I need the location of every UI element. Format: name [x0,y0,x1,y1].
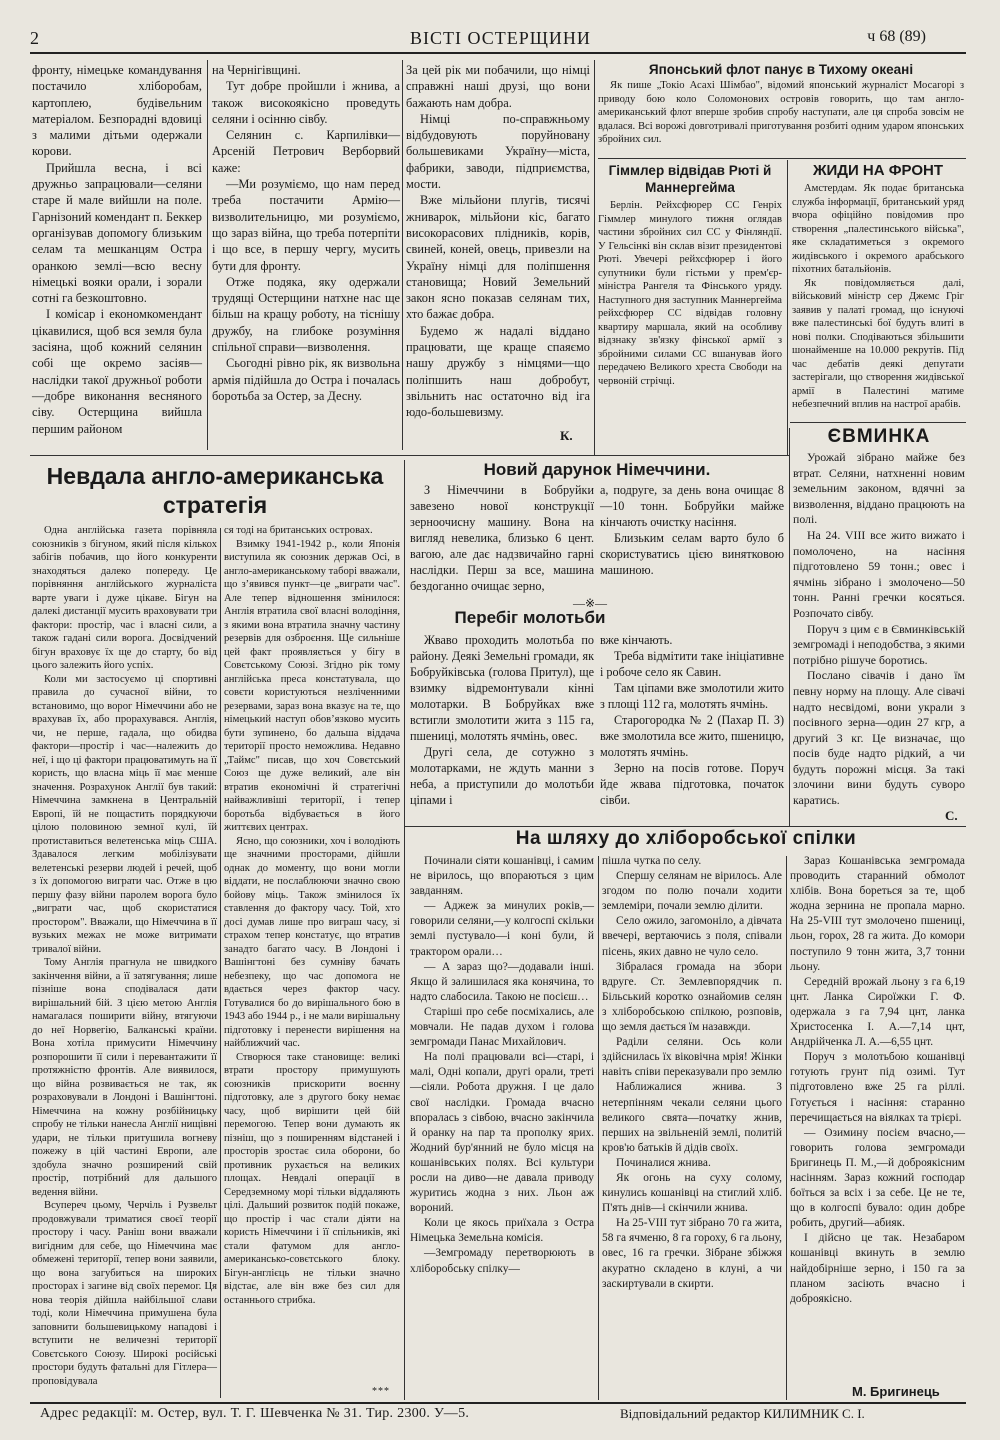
paragraph: Тому Англія прагнула не швидкого закінчення війни, а її затягування; лише пізніше вона сподівалася дати вирішальний бій. З цією метою Англія намагалася поширити війну, втягуючи до неї Норвегію, Балканські країни. Вона хотіла примусити Німеччину розпорошити її сили і перевантажити її протяжністю фронтів. Але виявилося, що війна розвивається не так, як розраховували в Лондоні і Вашінгтоні. Німеччина на кожну розбійницьку спробу не тільки нанесла Англії нищівні удари, не тільки притушила вогневу пожежу в цій частині Европи, але здобула значно розширений свій простір, потрібний для дальшого ведення війни. [32,957,217,1198]
paragraph: Селянин с. Карпилівки—Арсеній Петрович Верборвий каже: [212,128,400,175]
paragraph: Як пише „Токіо Асахі Шімбао", відомий японський журналіст Мосагорі з приводу бою коло Соломонових островів говорить, що там англо-американський флот вперше зробив спробу наступати, але ця спроба зовсім не вдалася. Всі ворожі довготривалі приготування розбиті одним ударом японських збройних сил. [598,80,964,145]
jews-article [792,162,964,412]
threshing-headline: Перебіг молотьби [454,608,606,627]
paragraph: Як огонь на суху солому, кинулись кошанівці на стиглий хліб. П'ять днів—і скінчили жнива. [602,1171,782,1215]
paragraph: Урожай зібрано майже без втрат. Селяни, натхненні новим земельним законом, вдячні за визволення, віддано працюють на полі. [793,450,965,527]
article-body [793,450,965,809]
article-body [598,79,964,147]
paragraph: —Ми розуміємо, що нам перед треба постачити Армію—визволительницю, ми розуміємо, що зараз війна, що треба потерпіти і що все, в першу чергу, мусить бути для фронту. [212,177,400,273]
author-signature: К. [560,428,573,443]
union-col-1 [410,854,594,1277]
author-signature: С. [945,808,958,823]
paragraph: Поруч з молотьбою кошанівці готують грунт під озимі. Тут підготовлено вже 25 га ріллі. Готується і насіння: старанно перечищається на віялках та трієрі. [790,1051,965,1124]
gift-headline: Новий дарунок Німеччини. [483,460,711,479]
paragraph: Середній врожай льону з га 6,19 цнт. Ланка Сироїжки Г. Ф. одержала з га 7,94 цнт, ланка Христосенка І. А.—7,14 цнт, Андрійченка Л. А.—6,55 цнт. [790,975,965,1049]
article-headline: ЖИДИ НА ФРОНТ [812,162,944,179]
header-rule [30,52,966,54]
paragraph: Поруч з цим є в Євминківській земгромаді і неподобства, з якими потрібно рішуче боротись. [793,621,965,667]
section-rule [30,455,790,456]
paragraph: Сьогодні рівно рік, як визвольна армія підійшла до Остра і почалась боротьба за Остер, за Десну. [212,356,400,403]
paragraph: За цей рік ми побачили, що німці справжні наші друзі, що вони бажають нам добра. [406,63,590,110]
himmler-article [598,162,782,388]
paragraph: З Німеччини в Бобруйки завезено нової конструкції зерноочисну машину. Вона на вигляд невелика, близько 6 цент. вагою, але дає надзвичайно гарні наслідки. Перш за все, машина бездоганно очищає зерно, [410,483,594,593]
article-col-2 [212,62,400,404]
paragraph: Наближалися жнива. З нетерпінням чекали селяни цього великого свята—початку жнив, перших на звільненій землі, политій кров'ю батьків й дідів своїх. [602,1081,782,1154]
paragraph: на Чернігівщині. [212,63,301,77]
paragraph: Старіші про себе посміхались, але мовчали. Не падав духом і голова земгромади Панас Михайлович. [410,1005,594,1049]
article-body [792,182,964,412]
column-rule [404,460,405,1400]
section-rule [790,422,966,423]
paragraph: Взимку 1941-1942 р., коли Японія виступила як союзник держав Осі, в англо-американському таборі вважали, що з’явився пункт—це „виграти час". Але тепер відношення змінилося: Англія втратила свої власні володіння, з якими вона втратила значну частину резервів для озброєння. Ще сильніше цей факт проявляється у бігу в Совєтському Союзі. Згідно рік тому англійська преса констатувала, що совєти користуються незліченними резервами, зараз вона вказує на те, що німецький наступ обов’язково мусить бути зупинено, бо дальша віддача території просто неможлива. Недавно „Таймс" писав, що хоч Совєтський Союз ще дуже великий, але він втратив економічні й стратегічні найважливіші території, і тепер боротьба відбувається в його життєвих центрах. [224,538,400,833]
union-headline: На шляху до хліборобської спілки [515,828,857,849]
japan-article [598,62,964,147]
paragraph: Створюся таке становище: великі втрати простору примушують союзників прискорити воєнну підготовку, але з другого боку немає часу, щоб вирішити цей бій перемогою. Тепер вони думають як пізніш, що з поширенням відстаней і просторів зростає сила оборони, бо противник рухається на великих площах. Невдалі операції в Середземному морі тільки віддаляють цілі. Дальший розвиток подій покаже, що простір і час стали діяти на користь Німеччини і її спільників, які стали фатумом для англо-американсько-совєтського блоку. Бігун-англієць не тільки значно відстає, але він вже без сил для останнього стрибка. [224,1051,400,1306]
paragraph: — А зараз що?—додавали інші. Якщо й залишилася яка конячина, то надто слабосила. Такою не посієш… [410,960,594,1003]
paragraph: Вже мільйони плугів, тисячі жниварок, мільйони кіс, багато високорасових плідників, корів, свиней, коней, овець, привезли на Україну німці для поліпшення становища; Новий Земельний закон ясно показав селянам тих, хто бажає добра. [406,193,590,322]
paragraph: а, подруге, за день вона очищає 8—10 тонн. Бобруйки майже кінчають очистку насіння. [600,483,784,529]
paragraph: На 24. VIII все жито вижато і помолочено, на насіння підготовлено 59 тонн.; овес і ячмінь зібрано і змолочено—50 тонн. Ранні гречки косяться. Розпочато сівбу. [793,527,965,620]
paragraph: Прийшла весна, і всі дружньо запрацювали—селяни старе й мале вийшли на поле. Гарнізоний комендант п. Беккер організував допомогу близьким селам та мешканцям Остра оранкою землі—всю весну німецькі вояки орали, і зорали сотні га безкоштовно. [32,160,202,306]
threshing-col-2 [600,632,784,808]
paragraph: —Земгромаду перетворюють в хліборобську спілку— [410,1247,594,1275]
paragraph: — Аджеж за минулих років,—говорили селяни,—у колгоспі скільки землі пустувало—і коні були, й трактором орали… [410,900,594,958]
paragraph: Ясно, що союзники, хоч і володіють ще значними просторами, дійшли однак до моменту, що вони могли віддати, не послаблюючи значно свою бойову міць. Також змінилося їх ставлення до фактору часу. Той, хто досі думав лише про виграш часу, зі страхом тепер констатує, що втратив занадто багато часу. В Лондоні і Вашінгтоні без сумніву бачать небезпеку, що час допомога не вдається через фактор часу. Готувалися бо до вирішального бою в 1943 або 1944 р., і не мали вирішальну підготовку і перенести вирішення на найближчий час. [224,835,400,1049]
paragraph: Починали сіяти кошанівці, і самим не вірилось, що впораються з цим завданням. [410,855,594,898]
column-rule [598,856,599,1400]
paragraph: Коли ми застосуємо ці спортивні правила до сучасної війни, то встановимо, що ворог Німеччини або не врахував їх, або прорахувався. Англія, чи, не перше, гадала, що обидва фактори—простір і час—належить до неї, і що ці фактори працюватимуть на її користь, що власна міць її має менше значення. Розрахунок Англії був такий: Німеччина замкнена в Центральній Европі, їй не пощастить порядкуючи цілою половиною земної кулі, їй протиставиться велетенська міць США. Здавалося легким мобілізувати велетенські резерви людей і речей, щоб з їх допомогою виграти час. Отже в цю першу фазу війни паролем ворога було „виграти час, щоб скористатися простором". Вважали, що Німеччина в її вузьких межах не може витримати тривалої війни. [32,673,217,955]
article-headline: Японський флот панує в Тихому океані [648,62,914,77]
article-body [598,199,782,388]
paragraph: Всупереч цьому, Черчіль і Рузвельт продовжували триматися своєї теорії простору і часу. Раніш вони вважали вигідним для себе, що Німеччина має обмежені території, тепер вони заявили, що вона загубиться на широких просторах і загине від своїх перемог. Ця нова теорія дійшла найбільшої слави тоді, коли Німеччина примушена була заповнити большевицькому нападові і вступити не величезні території Совєтського Союзу. Широкі російські простори будуть фатальні для Гітлера—проповідувала [32,1200,217,1387]
page-number: 2 [30,28,39,48]
paragraph: Жваво проходить молотьба по району. Деякі Земельні громади, як Бобруйківська (голова Притул), ще взимку відремонтували кінні молотарки. В Бобруйках вже встигли змолотити жита з 115 га, пшениці, молотять ячмінь, овес. [410,633,594,743]
paragraph: Треба відмітити таке ініціативне і робоче село як Савин. [600,649,784,679]
column-rule [789,428,790,826]
paragraph: Старогородка № 2 (Пахар П. З) вже змолотила все жито, пшеницю, молотять ячмінь. [600,713,784,759]
paragraph: фронту, німецьке командування постачило хліборобам, картоплею, будівельним матеріалом. Безпорадні вдовиці з малими дітьми одержали корови. [32,63,202,159]
paragraph: Берлін. Рейхсфюрер СС Генріх Гіммлер минулого тижня оглядав частини збройних сил СС у Фінляндії. У Гельсінкі він склав візит президентові Рюті. Увечері рейхсфюрер і його супутники були гістьми у прем'єр-міністра Рангеля та Фінського уряду. Наступного дня заступник Маннергейма рейхсфюрер СС відвідав головну квартиру маршала, який на особливу відзнаку зв'язку фінської армії з збройними силами СС вшанував його передачею Великого хреста Свободи на червоній стрічці. [598,200,782,387]
headline-line: Невдала англо-американська [46,463,384,489]
paragraph: Раділи селяни. Ось коли здійснилась їх віковічна мрія! Жінки навіть співи переказували про землю [602,1036,782,1079]
column-rule [786,856,787,1400]
union-col-3 [790,854,965,1307]
paragraph: Німці по-справжньому відбудовують поруйновану большевиками Україну—міста, фабрики, заводи, підприємства, мости. [406,111,590,192]
paragraph: Зібралася громада на збори вдруге. Ст. Землевпорядчик п. Більський коротко ознайомив селян з хліборобською спілкою, розповів, що земля дається їм назавжди. [602,960,782,1034]
column-rule [402,60,403,450]
editorial-address: Адрес редакції: м. Остер, вул. Т. Г. Шевченка № 31. Тир. 2300. У—5. [40,1406,470,1421]
end-mark: *** [372,1386,390,1397]
threshing-col-1 [410,632,594,808]
column-rule [220,528,221,1398]
article-col-3 [406,62,590,421]
paragraph: І дійсно це так. Незабаром кошанівці вкинуть в землю найдобірніше зерно, і 150 га за планом засіють вчасно і доброякісно. [790,1232,965,1305]
paragraph: Починалися жнива. [616,1156,711,1169]
column-rule [207,60,208,450]
strategy-headline [40,462,390,520]
ornament: —※— [572,596,608,610]
paragraph: ся тоді на британських островах. [224,525,373,536]
column-rule [594,60,595,455]
newspaper-title: ВІСТІ ОСТЕРЩИНИ [410,28,591,48]
section-rule [598,158,966,159]
masthead [30,28,966,50]
article-headline: ЄВМИНКА [827,426,931,447]
paragraph: Спершу селянам не вірилось. Але згодом по полю почали ходити землеміри, почали землю ділити. [602,870,782,913]
section-rule [404,826,966,827]
paragraph: Зараз Кошанівська земгромада проводить старанний обмолот хлібів. Вона бореться за те, щоб жодна зернина не пропала марно. На 25-VIII тут змолочено пшениці, льон, горох, 28 га жита. До комори поступило 9 тонн жита, 3,7 тонни льону. [790,855,965,973]
column-rule [787,160,788,455]
paragraph: На 25-VIII тут зібрано 70 га жита, 58 га ячменю, 8 га гороху, 6 га льону, овес, 16 га гречки. Зібране збіжжя акуратно складено в клуні, а чи заскиртували в скирти. [602,1217,782,1290]
article-col-1 [32,62,202,437]
paragraph: Будемо ж надалі віддано працювати, ще краще спаяємо нашу дружбу з німцями—що поліпшить наш добробут, звільнить нас остаточно від іга юдо-большевизму. [406,323,590,420]
gift-col-2 [600,482,784,578]
article-headline: Гіммлер відвідав Рюті й Маннергейма [608,163,772,195]
paragraph: Зерно на посів готове. Поруч йде жвава підготовка, початок сівби. [600,761,784,807]
paragraph: Другі села, де сотужно з молотарками, не ждуть манни з неба, а приступили до молотьби ціпами і [410,745,594,807]
union-col-2 [602,854,782,1292]
editor-credit: Відповідальний редактор КИЛИМНИК С. І. [620,1406,865,1421]
footer-rule [30,1402,966,1404]
issue-number: ч 68 (89) [867,28,926,45]
paragraph: Амстердам. Як подає британська служба інформації, британський уряд вчора офіційно повідомив про створення „палестинського війська", яке складатиметься з окремого жидівського і окремого арабського піхотних батальйонів. [792,183,964,275]
paragraph: Там ціпами вже змолотили жито з площі 112 га, молотять ячмінь. [600,681,784,711]
paragraph: Як повідомляється далі, військовий міністр сер Джемс Гріг заявив у палаті громад, що існуючі вже палестинські бої будуть влиті в нові полки. Сподіваються збільшити шонайменше на 10.000 рекрутів. Під час дебатів деякі депутати застерігали, що створення жидівської армії в Палестині матиме небезпечний вплив на настрої арабів. [792,277,964,410]
paragraph: Отже подяка, яку одержали трудящі Остерщини натхне нас ще більш на кращу роботу, на тіснішу дружбу, на глибоке розуміння спільної справи—визволення. [212,274,400,355]
strategy-col-1 [32,524,217,1388]
paragraph: Близьким селам варто було б скористуватись цією винятковою машиною. [600,531,784,577]
paragraph: Послано сівачів і дано їм певну норму на площу. Але сівачі надто несвідомі, вони украли з посівного зерна—один 27 кгр, а другий 3 кг. Це визначає, що посів буде надто рідкий, а чи будуть порожні місця. За такі злочини вини будуть суворо каратись. [793,668,965,808]
paragraph: І комісар і економкомендант цікавилися, щоб вся земля була засіяна, щоб кожний селянин собі ще окремо засіяв—наслідки такої дружньої роботи—добре виконання весняного сіву. Остерщина вийшла першим районом [32,307,202,436]
evminka-article [793,426,965,809]
gift-col-1 [410,482,594,594]
paragraph: — Озимину посієм вчасно,—говорить голова земгромади Бригинець П. М.,—й доброякісним насінням. Зараз кожний господар боїться за всіх і за себе. Це не те, що в колгоспі бувало: один добре робить, другий—абияк. [790,1126,965,1230]
author-signature: М. Бригинець [852,1384,940,1399]
paragraph: Коли це якось приїхала з Остра Німецька Земельна комісія. [410,1217,594,1245]
paragraph: Село ожило, загомоніло, а дівчата ввечері, вертаючись з поля, співали пісень, яких давно не чуло село. [602,915,782,958]
paragraph: Одна англійська газета порівняла союзників з бігуном, який після кількох забігів побачив, що його конкуренти знаходяться далеко попереду. Це порівняння англійського журналіста варте уваги і дуже цікаве. Бігун на далекі дистанції мусить враховувати три фактори: простір, час і власні сили, а також гадані сили ворога. Досвідчений бігун враховує їх ще до старту, бо від цього залежить його успіх. [32,525,217,671]
paragraph: пішла чутка по селу. [602,855,702,867]
paragraph: вже кінчають. [600,633,673,647]
headline-line: стратегія [162,492,268,518]
paragraph: На полі працювали всі—старі, і малі, Одні копали, другі орали, треті—сіяли. Робота дружня. І це дало свої наслідки. Громада вчасно впоралась з сівбою, вчасно закінчила й оранку на пар та прополку ярих. Жодний бур'янний не було місця на кошанівських полях. Всі культури росли на диво—не давала приводу журитись жодна з них. Льон аж вороний. [410,1051,594,1215]
paragraph: Тут добре пройшли і жнива, а також високоякісно проведуть селяни і осінню сівбу. [212,79,400,126]
strategy-col-2 [224,524,400,1307]
